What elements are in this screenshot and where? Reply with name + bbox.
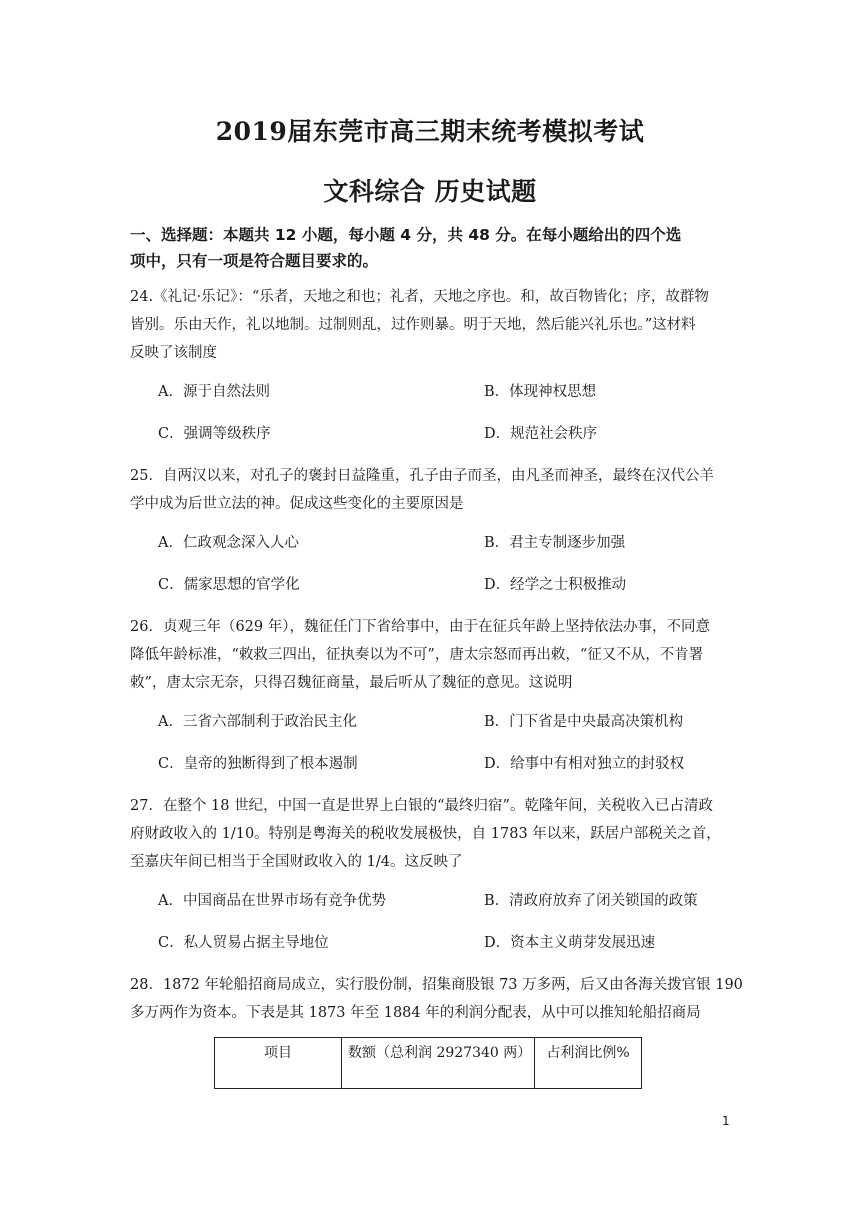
option-d: D．给事中有相对独立的封驳权 <box>484 756 685 772</box>
section-header-line: 项中，只有一项是符合题目要求的。 <box>130 252 379 270</box>
question-line: 皆别。乐由天作，礼以地制。过制则乱，过作则暴。明于天地，然后能兴礼乐也。”这材料 <box>130 317 696 333</box>
table-header-cell: 项目 <box>215 1038 342 1089</box>
page-title: 2019届东莞市高三期末统考模拟考试 <box>215 117 645 146</box>
question-27 <box>130 792 734 876</box>
option-b: B．体现神权思想 <box>484 384 597 400</box>
question-line: 多万两作为资本。下表是其 1873 年至 1884 年的利润分配表，从中可以推知轮船招商局 <box>130 1005 701 1021</box>
table-header-cell: 占利润比例% <box>535 1038 642 1089</box>
question-line: 27．在整个 18 世纪，中国一直是世界上白银的“最终归宿”。乾隆年间，关税收入已占清政 <box>130 798 713 814</box>
question-line: 28．1872 年轮船招商局成立，实行股份制，招集商股银 73 万多两，后又由各海关拨官银 190 <box>130 977 743 993</box>
option-c: C．强调等级秩序 <box>158 426 271 442</box>
option-b: B．门下省是中央最高决策机构 <box>484 714 684 730</box>
option-d: D．资本主义萌芽发展迅速 <box>484 935 656 951</box>
option-c: C．皇帝的独断得到了根本遏制 <box>158 756 358 772</box>
table-header-cell: 数额（总利润 2927340 两） <box>342 1038 535 1089</box>
option-d: D．规范社会秩序 <box>484 426 598 442</box>
option-c: C．私人贸易占据主导地位 <box>158 935 329 951</box>
option-a: A．源于自然法则 <box>158 384 270 400</box>
question-line: 降低年龄标准，“敕救三四出，征执奏以为不可”，唐太宗怒而再出敕，“征又不从，不肯署 <box>130 647 704 663</box>
question-26 <box>130 613 734 697</box>
option-a: A．仁政观念深入人心 <box>158 535 299 551</box>
question-line: 至嘉庆年间已相当于全国财政收入的 1/4。这反映了 <box>130 854 463 870</box>
option-b: B．清政府放弃了闭关锁国的政策 <box>484 893 698 909</box>
option-a: A．中国商品在世界市场有竞争优势 <box>158 893 386 909</box>
option-a: A．三省六部制利于政治民主化 <box>158 714 357 730</box>
section-header <box>130 222 734 274</box>
page-subtitle: 文科综合 历史试题 <box>323 177 537 206</box>
question-line: 敕”，唐太宗无奈，只得召魏征商量，最后听从了魏征的意见。这说明 <box>130 675 573 691</box>
question-line: 26．贞观三年（629 年），魏征任门下省给事中，由于在征兵年龄上坚持依法办事，不同意 <box>130 619 710 635</box>
page-number: 1 <box>722 1114 730 1128</box>
option-c: C．儒家思想的官学化 <box>158 577 300 593</box>
table-header-row <box>215 1038 642 1089</box>
question-line: 学中成为后世立法的神。促成这些变化的主要原因是 <box>130 496 464 512</box>
question-25 <box>130 462 734 518</box>
section-header-line: 一、选择题：本题共 12 小题，每小题 4 分，共 48 分。在每小题给出的四个选 <box>130 226 682 244</box>
option-d: D．经学之士积极推动 <box>484 577 627 593</box>
question-line: 府财政收入的 1/10。特别是粤海关的税收发展极快，自 1783 年以来，跃居户部税关之首， <box>130 826 721 842</box>
question-28 <box>130 971 743 1027</box>
question-line: 24.《礼记·乐记》：“乐者，天地之和也；礼者，天地之序也。和，故百物皆化；序，故群物 <box>130 289 709 305</box>
question-line: 反映了该制度 <box>130 345 217 361</box>
option-b: B．君主专制逐步加强 <box>484 535 626 551</box>
question-line: 25．自两汉以来，对孔子的褒封日益隆重，孔子由子而圣，由凡圣而神圣，最终在汉代公羊 <box>130 468 714 484</box>
question-24 <box>130 283 734 367</box>
profit-table <box>214 1037 642 1089</box>
